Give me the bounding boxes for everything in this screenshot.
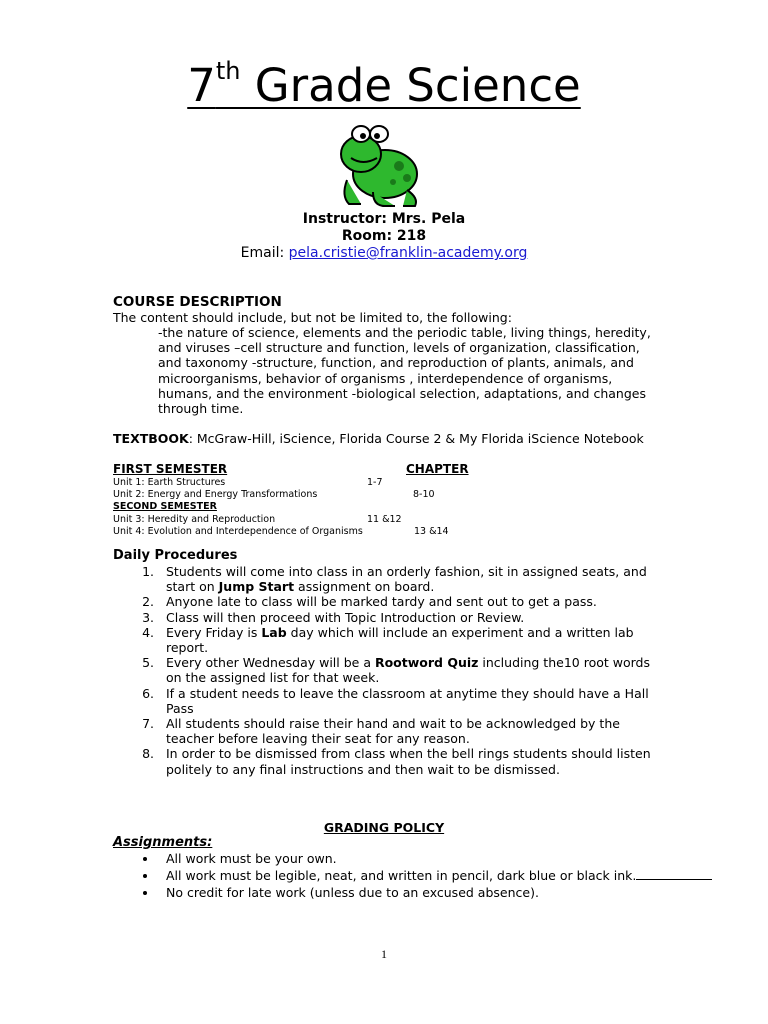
page-title: 7th Grade Science	[187, 57, 581, 112]
unit-4-chapter: 13 &14	[414, 526, 449, 537]
textbook-label: TEXTBOOK	[113, 431, 189, 446]
unit-1: Unit 1: Earth Structures	[113, 477, 226, 488]
textbook-line	[113, 431, 644, 446]
unit-2-chapter: 8-10	[413, 489, 435, 500]
textbook-text: : McGraw-Hill, iScience, Florida Course 2 & My Florida iScience Notebook	[188, 431, 644, 446]
procedure-item: 7. All students should raise their hand and wait to be acknowledged by the teacher before leaving their seat for any reason.	[158, 716, 653, 746]
first-semester-heading: FIRST SEMESTER	[113, 462, 228, 476]
unit-1-chapter: 1-7	[367, 477, 383, 488]
email-line	[0, 245, 768, 262]
instructor-line: Instructor: Mrs. Pela	[302, 211, 466, 227]
unit-3-chapter: 11 &12	[367, 514, 402, 525]
procedure-item: 4. Every Friday is Lab day which will include an experiment and a written lab report.	[158, 625, 653, 655]
course-intro: The content should include, but not be limited to, the following:	[113, 310, 512, 325]
course-line: through time.	[158, 401, 244, 417]
blank-line	[636, 869, 712, 880]
procedure-item: 6. If a student needs to leave the classroom at anytime they should have a Hall Pass	[158, 686, 653, 716]
assignment-rule: • All work must be legible, neat, and written in pencil, dark blue or black ink.	[158, 867, 713, 884]
course-description-heading: COURSE DESCRIPTION	[113, 294, 282, 310]
chapter-heading: CHAPTER	[406, 462, 469, 476]
procedure-item: 5. Every other Wednesday will be a Rootword Quiz including the10 root words on the assigned list for that week.	[158, 655, 653, 685]
grading-policy-heading: GRADING POLICY	[323, 820, 445, 835]
email-label: Email:	[240, 245, 285, 261]
assignments-list	[113, 850, 713, 901]
course-line: and viruses –cell structure and function, levels of organization, classification,	[158, 340, 640, 356]
unit-4: Unit 4: Evolution and Interdependence of Organisms	[113, 526, 363, 537]
unit-2: Unit 2: Energy and Energy Transformations	[113, 489, 318, 500]
course-content	[158, 325, 678, 416]
procedure-item: 1. Students will come into class in an orderly fashion, sit in assigned seats, and start on Jump Start assignment on board.	[158, 564, 653, 594]
daily-procedures-heading: Daily Procedures	[113, 548, 238, 563]
second-semester-heading: SECOND SEMESTER	[113, 501, 217, 512]
procedures-list	[113, 564, 653, 777]
procedure-item: 3. Class will then proceed with Topic Introduction or Review.	[158, 610, 653, 625]
assignment-rule: • No credit for late work (unless due to an excused absence).	[158, 884, 713, 901]
assignments-heading: Assignments:	[113, 835, 213, 850]
course-line: microorganisms, behavior of organisms , interdependence of organisms,	[158, 370, 613, 386]
unit-3: Unit 3: Heredity and Reproduction	[113, 514, 276, 525]
email-link[interactable]: pela.cristie@franklin-academy.org	[288, 245, 528, 261]
room-line: Room: 218	[341, 228, 427, 244]
frog-illustration	[333, 118, 425, 210]
procedure-item: 8. In order to be dismissed from class when the bell rings students should listen politely to any final instructions and then wait to be dismissed.	[158, 746, 653, 776]
assignment-rule: • All work must be your own.	[158, 850, 713, 867]
course-line: -the nature of science, elements and the periodic table, living things, heredity,	[158, 325, 651, 340]
course-line: humans, and the environment -biological selection, adaptations, and changes	[158, 385, 646, 401]
course-line: and taxonomy -structure, function, and reproduction of plants, animals, and	[158, 355, 634, 371]
page-number: 1	[381, 947, 387, 961]
procedure-item: 2. Anyone late to class will be marked tardy and sent out to get a pass.	[158, 594, 653, 609]
